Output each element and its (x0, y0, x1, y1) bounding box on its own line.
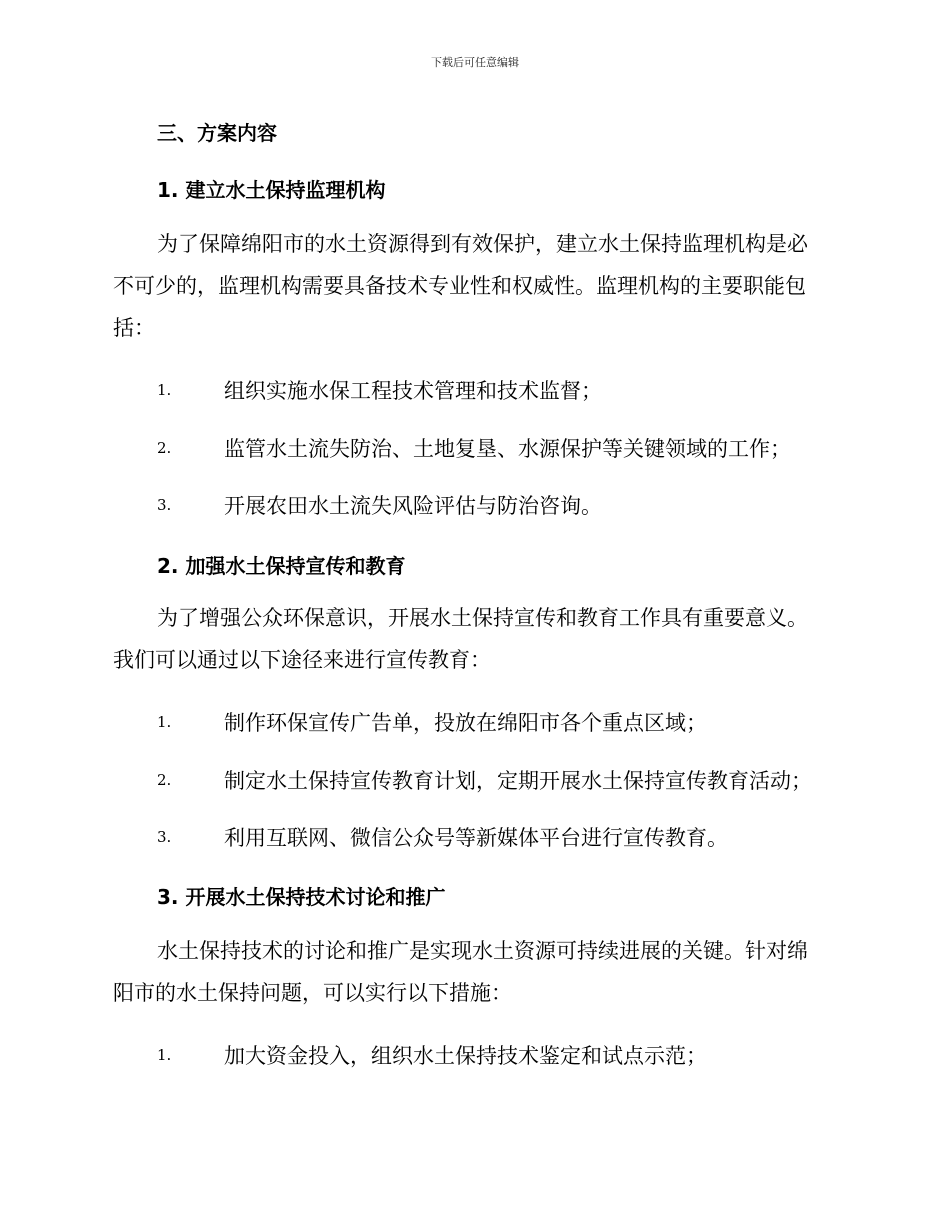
list-number: 3. (157, 828, 172, 846)
paragraph-line: 阳市的水土保持问题，可以实行以下措施： (113, 981, 512, 1005)
section-2-title: 2. 加强水土保持宣传和教育 (157, 554, 406, 578)
paragraph-line: 为了增强公众环保意识，开展水土保持宣传和教育工作具有重要意义。 (157, 606, 808, 630)
list-text: 组织实施水保工程技术管理和技术监督； (224, 379, 602, 403)
list-number: 1. (157, 713, 172, 731)
list-text: 开展农田水土流失风险评估与防治咨询。 (224, 494, 602, 518)
list-item (0, 1040, 950, 1080)
list-item (0, 433, 950, 473)
list-item (0, 375, 950, 415)
list-text: 利用互联网、微信公众号等新媒体平台进行宣传教育。 (224, 826, 728, 850)
paragraph-line: 我们可以通过以下途径来进行宣传教育： (113, 648, 491, 672)
list-number: 2. (157, 771, 172, 789)
list-item (0, 707, 950, 747)
section-3-title: 3. 开展水土保持技术讨论和推广 (157, 885, 446, 909)
list-text: 加大资金投入，组织水土保持技术鉴定和试点示范； (224, 1044, 707, 1068)
list-text: 制定水土保持宣传教育计划，定期开展水土保持宣传教育活动； (224, 769, 812, 793)
section-1-paragraph (113, 223, 833, 349)
list-item (0, 490, 950, 530)
section-3-paragraph (113, 930, 833, 1014)
list-text: 制作环保宣传广告单，投放在绵阳市各个重点区域； (224, 711, 707, 735)
list-text: 监管水土流失防治、土地复垦、水源保护等关键领域的工作； (224, 437, 791, 461)
chapter-title: 三、方案内容 (157, 121, 277, 145)
list-item (0, 765, 950, 805)
section-1-title: 1. 建立水土保持监理机构 (157, 178, 386, 202)
page-header-note: 下载后可任意编辑 (431, 56, 519, 69)
list-number: 1. (157, 381, 172, 399)
list-number: 1. (157, 1046, 172, 1064)
paragraph-line: 为了保障绵阳市的水土资源得到有效保护，建立水土保持监理机构是必 (157, 232, 808, 256)
list-number: 2. (157, 439, 172, 457)
section-2-paragraph (113, 597, 833, 681)
list-number: 3. (157, 496, 172, 514)
paragraph-line: 括： (113, 316, 155, 340)
paragraph-line: 水土保持技术的讨论和推广是实现水土资源可持续进展的关键。针对绵 (157, 939, 808, 963)
paragraph-line: 不可少的，监理机构需要具备技术专业性和权威性。监理机构的主要职能包 (113, 274, 806, 298)
list-item (0, 822, 950, 862)
